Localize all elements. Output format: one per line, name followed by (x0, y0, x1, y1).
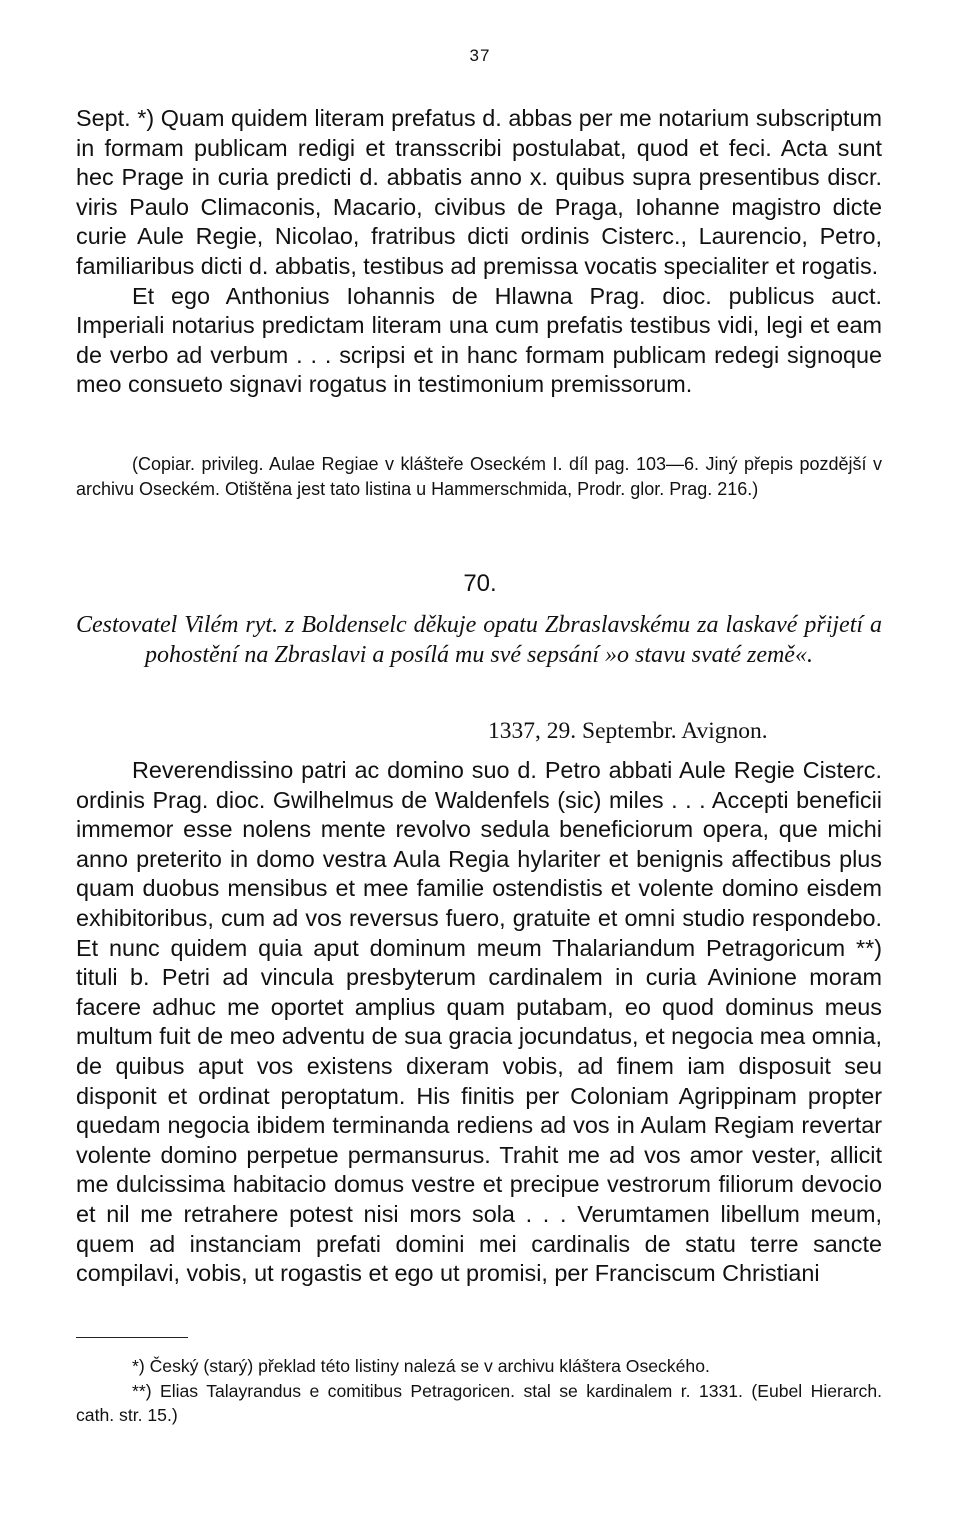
page-number: 37 (469, 46, 491, 65)
footnote-1: *) Český (starý) překlad této listiny nalezá se v archivu kláštera Oseckého. (132, 1356, 710, 1376)
date-place-line: 1337, 29. Septembr. Avignon. (488, 718, 768, 744)
footnote-2: **) Elias Talayrandus e comitibus Petragoricen. stal se kardinalem r. 1331. (Eubel Hierarch. cath. str. 15.) (76, 1381, 882, 1425)
document-number: 70. (463, 570, 497, 597)
notary-paragraph-1: Sept. *) Quam quidem literam prefatus d. abbas per me notarium subscriptum in formam publicam redigi et transscribi postulabat, quod et feci. Acta sunt hec Prage in curia predicti d. abbatis anno x. quibus supra presentibus discr. viris Paulo Climaconis, Macario, civibus de Praga, Iohanne magistro dicte curie Aule Regie, Nicolao, fratribus dicti ordinis Cisterc., Laurencio, Petro, familiaribus dicti d. abbatis, testibus ad premissa vocatis specialiter et rogatis. (76, 105, 882, 279)
notary-paragraph-2: Et ego Anthonius Iohannis de Hlawna Prag. dioc. publicus auct. Imperiali notarius predictam literam una cum prefatis testibus vidi, legi et eam de verbo ad verbum . . . scripsi et in hanc formam publicam redegi signoque meo consueto signavi rogatus in testimonium premissorum. (76, 282, 882, 398)
document-heading: Cestovatel Vilém ryt. z Boldenselc děkuje opatu Zbraslavskému za laskavé přijetí a pohostění na Zbraslavi a posílá mu své sepsání »o stavu svaté země«. (76, 612, 882, 668)
letter-body (76, 756, 882, 1289)
footnote-divider (76, 1337, 188, 1338)
letter-paragraph: Reverendissino patri ac domino suo d. Petro abbati Aule Regie Cisterc. ordinis Prag. dioc. Gwilhelmus de Waldenfels (sic) miles . . . Accepti beneficii immemor esse nolens mente revolvo sedula beneficiorum opera, que michi anno preterito in domo vestra Aula Regia hylariter et benignis affectibus plus quam duobus mensibus et mee familie ostendistis et volente domino eisdem exhibitoribus, cum ad vos reversus fuero, gratuite et omni studio respondebo. Et nunc quidem quia aput dominum meum Thalariandum Petragoricum **) tituli b. Petri ad vincula presbyterum cardinalem in curia Avinione moram facere adhuc me oportet amplius quam putabam, eo quod dominus meus multum fuit de meo adventu de sua gracia jocundatus, et negocia mea omnia, de quibus aput vos existens dixeram vobis, ad finem iam disposuit seu disponit et ordinat peroptatum. His finitis per Coloniam Agrippinam propter quedam negocia ibidem terminanda rediens ad vos in Aulam Regiam revertar volente domino perpetue permansurus. Trahit me ad vos amor vester, allicit me dulcissima habitacio domus vestre et precipue vestrorum filiorum devocio et nil me retrahere potest nisi mors sola . . . Verumtamen libellum meum, quem ad instanciam prefati domini mei cardinalis de statu terre sancte compilavi, vobis, ut rogastis et ego ut promisi, per Franciscum Christiani (76, 757, 882, 1287)
source-note: (Copiar. privileg. Aulae Regiae v klášteře Oseckém I. díl pag. 103—6. Jiný přepis pozdější v archivu Oseckém. Otištěna jest tato listina u Hammerschmida, Prodr. glor. Prag. 216.) (76, 454, 882, 499)
intro-text (76, 104, 882, 400)
